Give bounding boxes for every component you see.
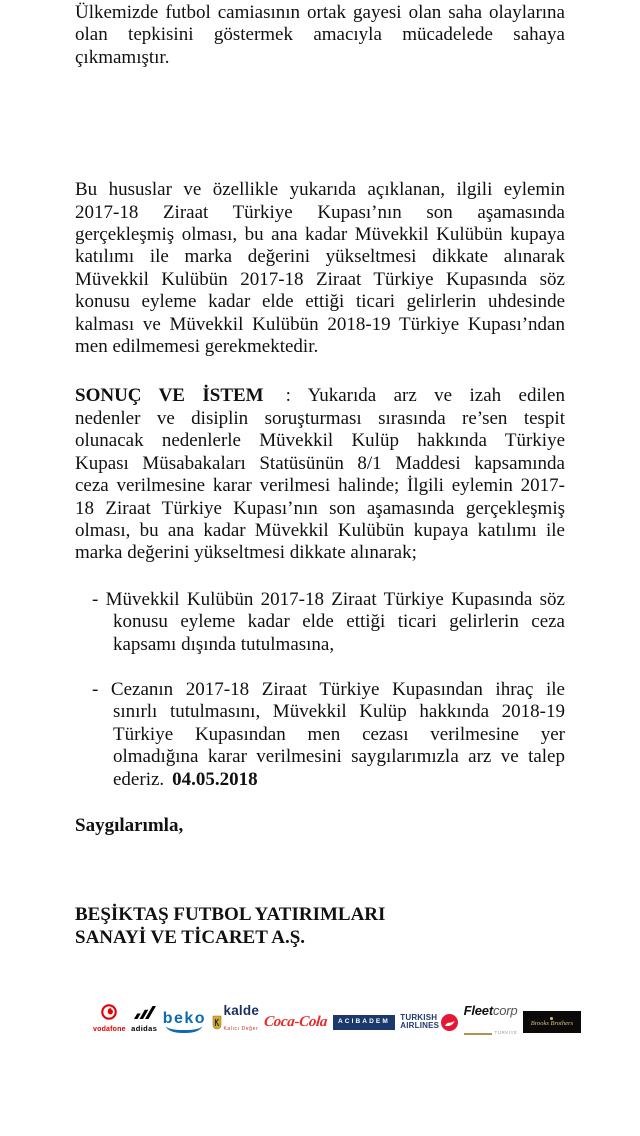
text-line: 18 Ziraat Türkiye Kupası’nın son aşamasında gerçekleşmiş xyxy=(75,497,565,519)
text-line: katılımı ile marka değerini yükseltmesi dikkate alınarak xyxy=(75,246,565,268)
adidas-label: adidas xyxy=(131,1023,158,1033)
turkish-airlines-bird-icon xyxy=(441,1014,458,1031)
vodafone-icon xyxy=(101,1004,117,1020)
text-line: konusu eyleme kadar elde ettiği ticari gelirlerin ceza xyxy=(113,611,565,633)
text-line: marka değerini yükseltmesi dikkate alınarak; xyxy=(75,542,417,564)
text-line: Kupası Müsabakaları Statüsünün 8/1 Maddesi kapsamında xyxy=(75,452,565,474)
vodafone-label: vodafone xyxy=(93,1025,126,1033)
text-line: Müvekkil Kulübün 2017-18 Ziraat Türkiye Kupasında söz xyxy=(75,268,565,290)
coca-cola-logo xyxy=(264,1011,327,1033)
company-name xyxy=(75,904,565,949)
text-line: olmadığına karar verilmesini saygılarımızla arz ve talep xyxy=(113,746,565,768)
turkish-airlines-label-line2: AIRLINES xyxy=(400,1021,440,1031)
text-line: kapsamı dışında tutulmasına, xyxy=(113,633,335,655)
text-line: Bu hususlar ve özellikle yukarıda açıklanan, ilgili eylemin xyxy=(75,179,565,201)
fleetcorp-tagline: TÜRKİYE xyxy=(494,1030,518,1036)
coca-cola-label: Coca-Cola xyxy=(263,1014,329,1031)
kalde-tagline: Kalıcı Değer xyxy=(223,1025,259,1032)
text-line: ceza verilmesine karar verilmesi halinde; İlgili eylemin 2017- xyxy=(75,475,565,497)
paragraph-conclusion-request xyxy=(75,385,565,564)
text-line: olunacak nedenlerle Müvekkil Kulüp hakkında Türkiye xyxy=(75,430,565,452)
bullet-item-revenues xyxy=(92,589,565,656)
sponsor-strip xyxy=(93,1002,581,1038)
turkish-airlines-label-line1: TURKISH xyxy=(400,1013,438,1023)
text-line: olması, bu ana kadar Müvekkil Kulübün kupaya katılımı ile xyxy=(75,519,565,541)
text-line: - Müvekkil Kulübün 2017-18 Ziraat Türkiye Kupasında söz xyxy=(92,588,565,610)
bullet-item-penalty-limit xyxy=(92,679,565,791)
adidas-logo xyxy=(131,1005,157,1040)
acibadem-logo xyxy=(333,1015,395,1030)
kalde-shield-icon xyxy=(212,1015,222,1030)
paragraph-continuation xyxy=(75,2,565,69)
adidas-icon xyxy=(132,1005,157,1019)
text-line: olan tepkisini göstermek amacıyla mücadelede sahaya xyxy=(75,24,565,46)
text-line: men edilmemesi gerekmektedir. xyxy=(75,336,319,358)
beko-label: beko xyxy=(162,1010,207,1028)
fleetcorp-label-light: corp xyxy=(492,1002,518,1018)
fleetcorp-label-bold: Fleet xyxy=(463,1002,493,1018)
text-line: gerçekleşmiş olması, bu ana kadar Müvekkil Kulübün kupaya xyxy=(75,224,565,246)
turkish-airlines-logo xyxy=(400,1014,458,1031)
brooks-brothers-label: Brooks Brothers xyxy=(530,1020,574,1028)
text-line: konusu eyleme kadar elde ettiği ticari gelirlerin uhdesinde xyxy=(75,291,565,313)
acibadem-label: ACIBADEM xyxy=(338,1018,390,1026)
text-line: sınırlı tutulmasını, Müvekkil Kulüp hakkında 2018-19 xyxy=(113,701,565,723)
text-line: nedenler ve disiplin soruşturması sırasında re’sen tespit xyxy=(75,407,565,429)
text-line: Ülkemizde futbol camiasının ortak gayesi olan saha olaylarına xyxy=(75,2,565,23)
fleetcorp-gold-line xyxy=(464,1033,493,1035)
kalde-logo xyxy=(212,1002,260,1040)
closing-salutation: Saygılarımla, xyxy=(75,814,184,836)
kalde-label: kalde xyxy=(223,1002,260,1018)
vodafone-logo xyxy=(93,1004,126,1041)
brooks-brothers-logo xyxy=(523,1011,581,1033)
beko-logo xyxy=(163,1011,206,1033)
text-line: - Cezanın 2017-18 Ziraat Türkiye Kupasından ihraç ile xyxy=(92,678,565,700)
fleetcorp-logo xyxy=(464,1000,518,1045)
company-name-line1: BEŞİKTAŞ FUTBOL YATIRIMLARI xyxy=(75,904,386,926)
text-line: kalması ve Müvekkil Kulübün 2018-19 Türkiye Kupası’ndan xyxy=(75,313,565,335)
beko-underline xyxy=(166,1026,202,1033)
text-line: ederiz. 04.05.2018 xyxy=(113,768,258,790)
text-line: çıkmamıştır. xyxy=(75,46,170,68)
company-name-line2: SANAYİ VE TİCARET A.Ş. xyxy=(75,926,306,948)
paragraph-legal-grounds xyxy=(75,179,565,358)
text-line: 2017-18 Ziraat Türkiye Kupası’nın son aşamasında xyxy=(75,201,565,223)
text-line: SONUÇ VE İSTEM : Yukarıda arz ve izah edilen xyxy=(75,385,565,407)
text-line: Türkiye Kupasından men cezası verilmesine yer xyxy=(113,723,565,745)
